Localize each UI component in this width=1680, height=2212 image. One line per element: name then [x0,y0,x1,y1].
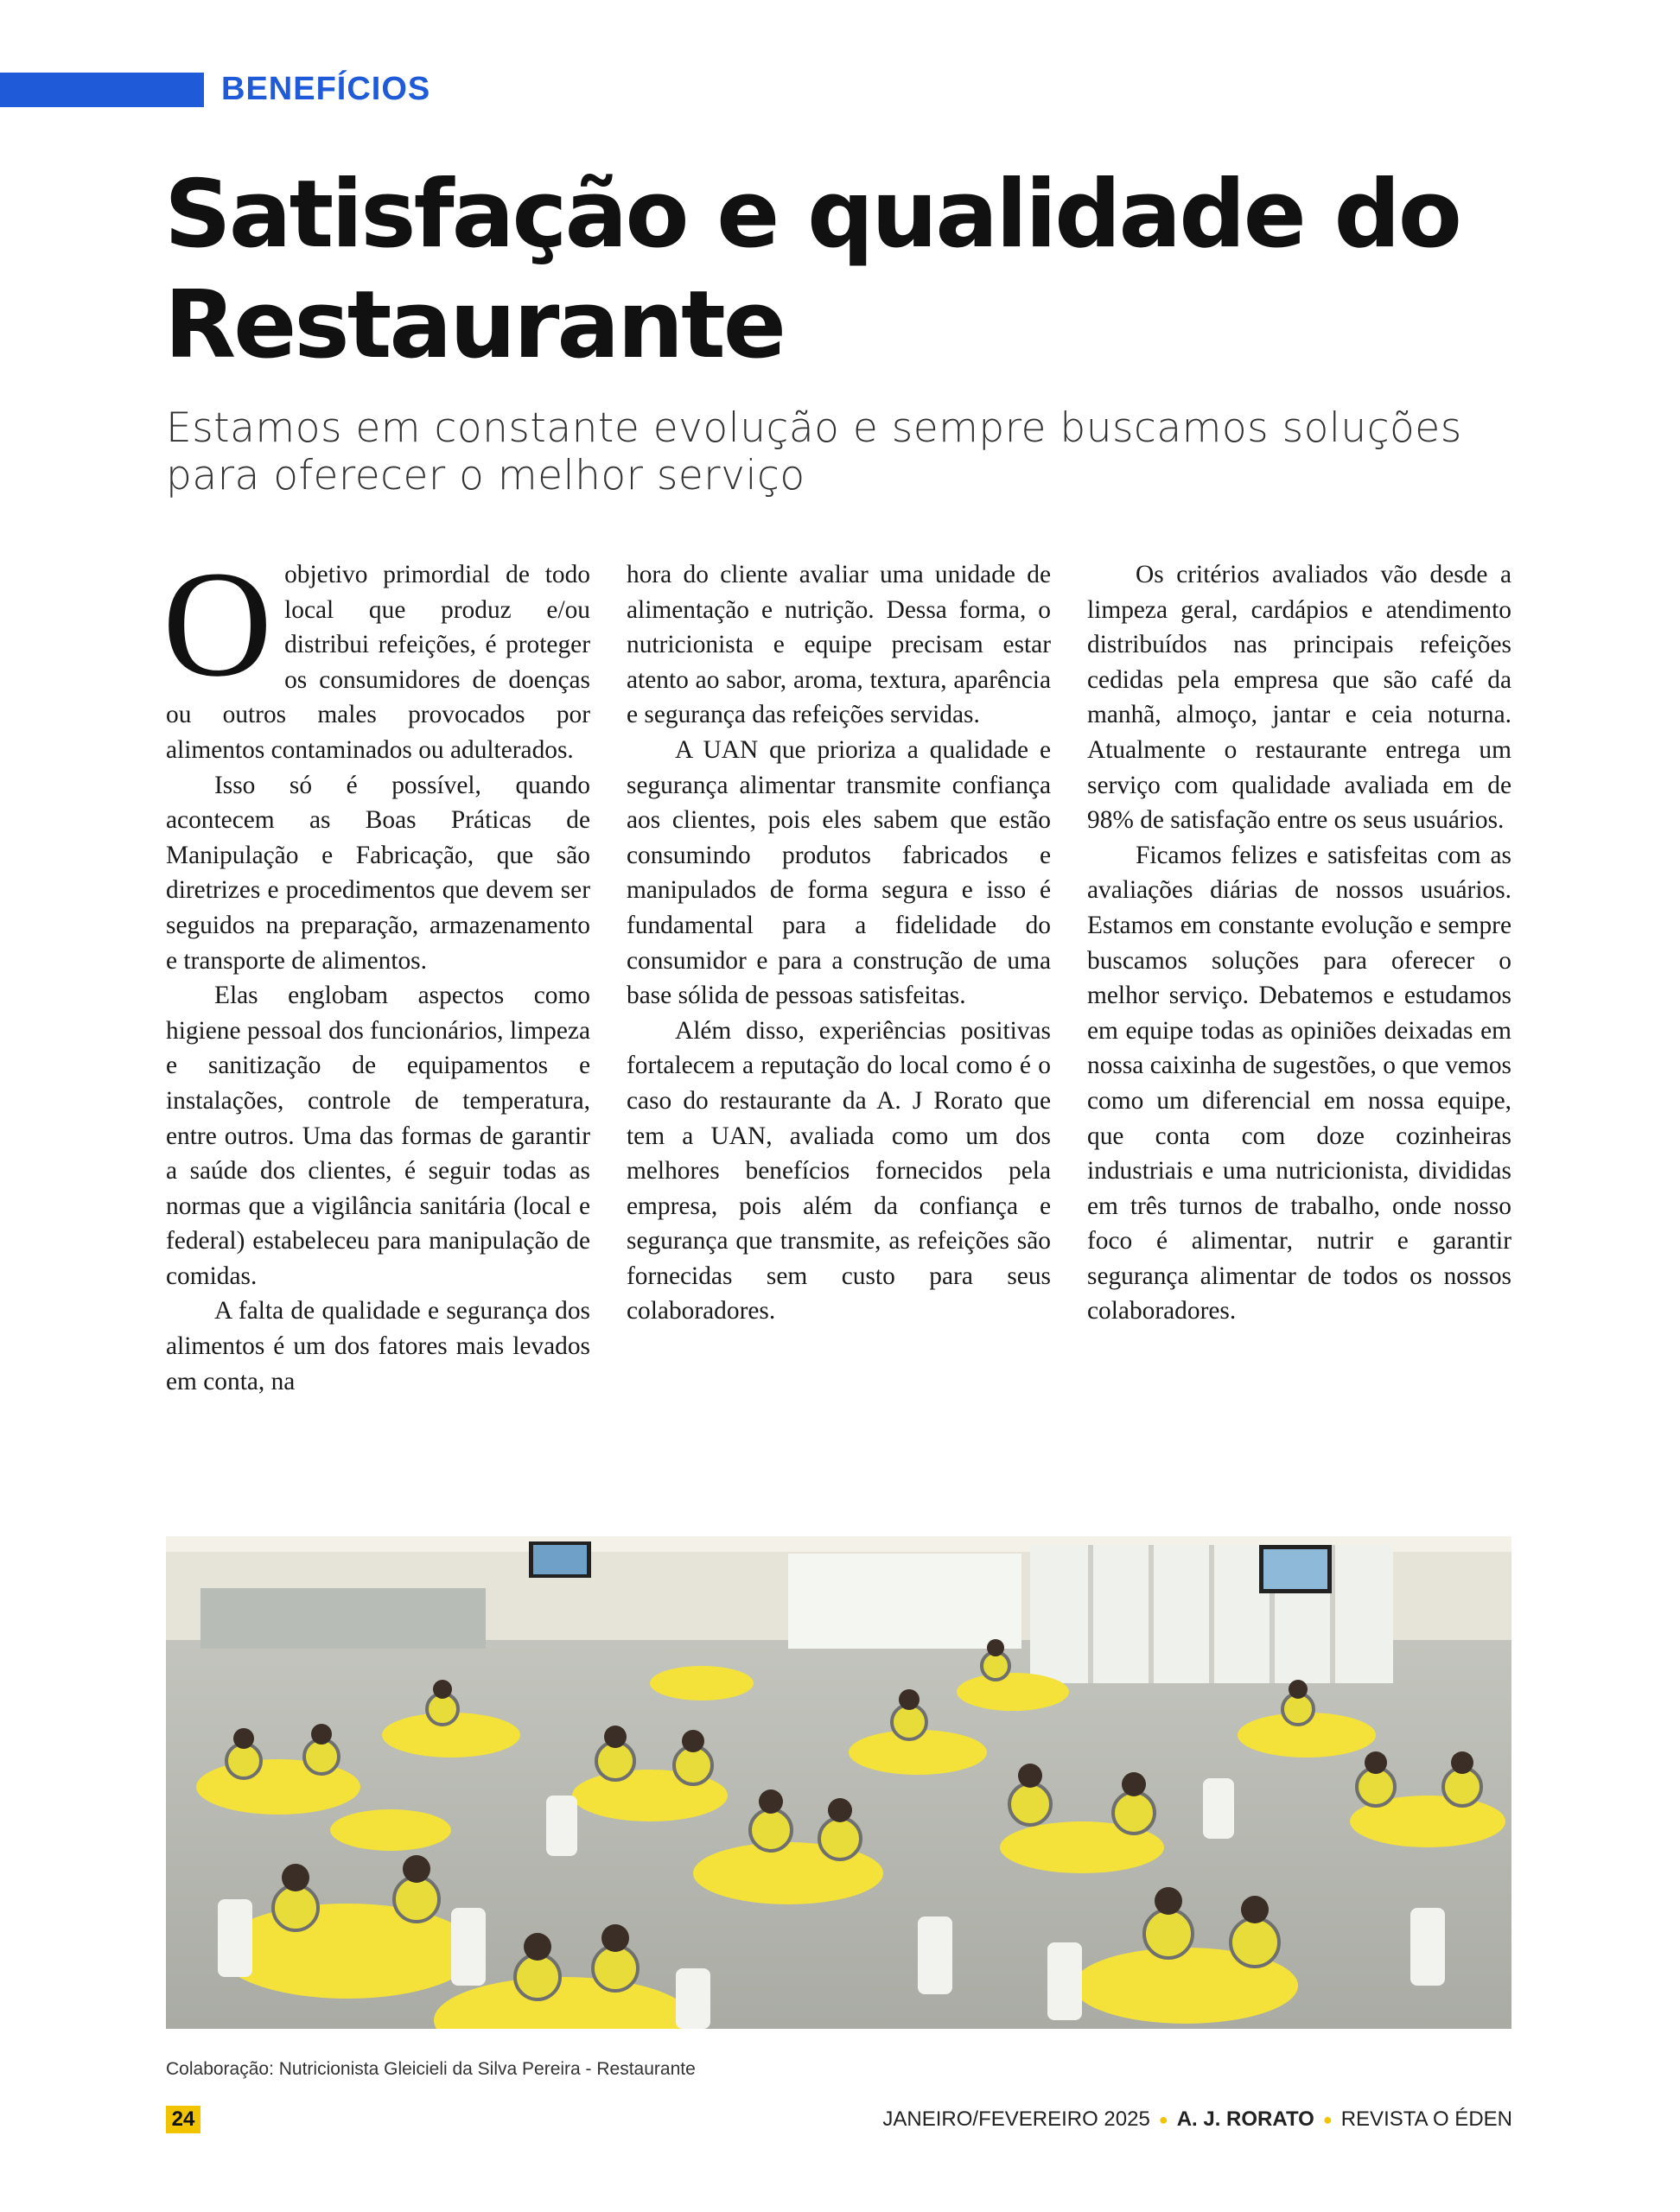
restaurant-photo [166,1536,1511,2029]
column-3 [1087,557,1511,1516]
photo-caption: Colaboração: Nutricionista Gleicieli da Silva Pereira - Restaurante [166,2059,696,2079]
paragraph-text: objetivo primordial de todo local que produz e/ou distribui refeições, é proteger os consumidores de doenças ou outros males provocados por alimentos contaminados ou adulterados. [166,561,590,764]
paragraph: Além disso, experiências positivas fortalecem a reputação do local como é o caso do restaurante da A. J Rorato que tem a UAN, avaliada como um dos melhores benefícios fornecidos pela empresa, pois além da confiança e segurança que transmite, as refeições são fornecidas sem custo para seus colaboradores. [627,1016,1051,1325]
article-subtitle: Estamos em constante evolução e sempre buscamos soluções para oferecer o melhor serviço [166,404,1462,499]
footer [882,2107,1512,2132]
section-bar [0,73,204,107]
paragraph [162,540,590,768]
footer-magazine: REVISTA O ÉDEN [1340,2107,1512,2131]
footer-brand: A. J. RORATO [1176,2107,1314,2131]
paragraph: Os critérios avaliados vão desde a limpeza geral, cardápios e atendimento distribuídos nas principais refeições cedidas pela empresa que são café da manhã, almoço, jantar e ceia noturna. Atualmente o restaurante entrega um serviço com qualidade avaliada em de 98% de satisfação entre os seus usuários. [1087,561,1511,835]
drop-cap: O [162,540,273,709]
bullet-icon: ● [1158,2110,1168,2128]
paragraph: Elas englobam aspectos como higiene pessoal dos funcionários, limpeza e sanitização de equipamentos e instalações, controle de temperatura, entre outros. Uma das formas de garantir a saúde dos clientes, é seguir todas as normas que a vigilância sanitária (local e federal) estabeleceu para manipulação de comidas. [166,982,590,1290]
column-1 [162,540,590,1516]
footer-date: JANEIRO/FEVEREIRO 2025 [882,2107,1150,2131]
paragraph: A falta de qualidade e segurança dos alimentos é um dos fatores mais levados em conta, na [166,1297,590,1395]
bullet-icon: ● [1322,2110,1333,2128]
restaurant-dining-hall-image [166,1536,1511,2029]
page-number: 24 [166,2106,200,2133]
column-2 [627,557,1051,1516]
paragraph: hora do cliente avaliar uma unidade de alimentação e nutrição. Dessa forma, o nutricionista e equipe precisam estar atento ao sabor, aroma, textura, aparência e segurança das refeições servidas. [627,561,1051,729]
article-title: Satisfação e qualidade do Restaurante [164,161,1460,379]
paragraph: Isso só é possível, quando acontecem as Boas Práticas de Manipulação e Fabricação, que são diretrizes e procedimentos que devem ser seguidos na preparação, armazenamento e transporte de alimentos. [166,771,590,975]
article-body [162,540,1512,1516]
paragraph: Ficamos felizes e satisfeitas com as avaliações diárias de nossos usuários. Estamos em constante evolução e sempre buscamos soluções para oferecer o melhor serviço. Debatemos e estudamos em equipe todas as opiniões deixadas em nossa caixinha de sugestões, o que vemos como um diferencial em nossa equipe, que conta com doze cozinheiras industriais e uma nutricionista, divididas em três turnos de trabalho, onde nosso foco é alimentar, nutrir e garantir segurança alimentar de todos os nossos colaboradores. [1087,841,1511,1325]
section-label: BENEFÍCIOS [221,71,431,107]
paragraph: A UAN que prioriza a qualidade e segurança alimentar transmite confiança aos clientes, pois eles sabem que estão consumindo produtos fabricados e manipulados de forma segura e isso é fundamental para a fidelidade do consumidor e para a construção de uma base sólida de pessoas satisfeitas. [627,735,1051,1010]
